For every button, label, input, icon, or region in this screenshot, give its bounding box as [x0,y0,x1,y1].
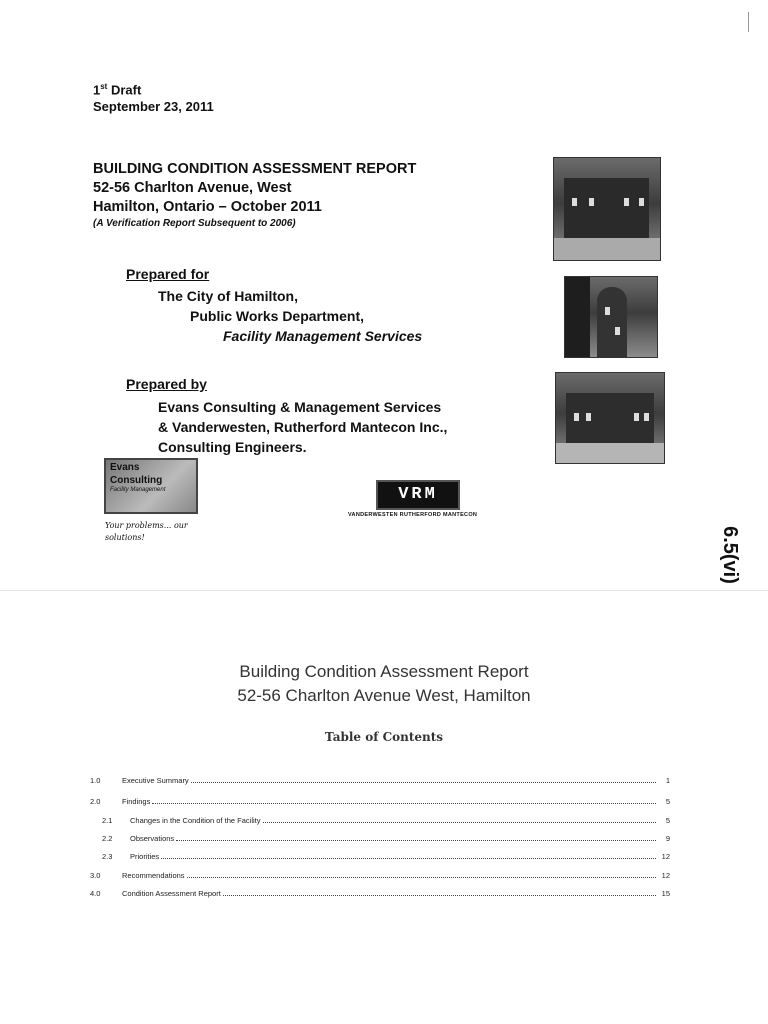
evans-tagline: Your problems... our solutions! [105,521,188,542]
report-subtitle: (A Verification Report Subsequent to 2006) [93,218,296,229]
toc-entry[interactable] [90,828,670,843]
toc-entry[interactable] [90,791,670,806]
toc-entry[interactable] [90,770,670,785]
margin-mark [748,12,749,32]
toc-entry-number: 2.3 [102,852,113,861]
toc-leader-dots [176,840,656,841]
toc-report-title: Building Condition Assessment Report [239,662,529,681]
evans-logo-line-2: Consulting [110,475,163,486]
toc-entry-page: 12 [661,852,670,861]
report-city-date: Hamilton, Ontario – October 2011 [93,199,322,215]
building-photo-3 [555,372,665,464]
toc-leader-dots [152,803,656,804]
toc-leader-dots [187,877,656,878]
prepared-by-line-3: Consulting Engineers. [158,439,307,455]
report-title: BUILDING CONDITION ASSESSMENT REPORT [93,161,417,177]
toc-leader-dots [223,895,656,896]
evans-consulting-logo [104,458,198,514]
toc-entry[interactable] [90,865,670,880]
toc-heading: Table of Contents [324,730,444,744]
toc-entry[interactable] [90,883,670,898]
prepared-by-line-1: Evans Consulting & Management Services [158,399,442,415]
toc-entry[interactable] [90,846,670,861]
toc-entry[interactable] [90,810,670,825]
toc-entry-label: Priorities [130,852,160,861]
toc-entry-number: 3.0 [90,871,101,880]
toc-entry-page: 15 [661,889,670,898]
report-address: 52-56 Charlton Avenue, West [93,180,292,196]
prepared-for-heading: Prepared for [126,266,210,282]
report-title-block [93,160,416,231]
prepared-by-heading: Prepared by [126,376,207,392]
prepared-for-line-2: Public Works Department, [190,308,365,324]
toc-entry-page: 5 [665,816,670,825]
toc-entry-label: Condition Assessment Report [122,889,221,898]
toc-entry-page: 5 [665,797,670,806]
toc-entry-page: 12 [661,871,670,880]
toc-entry-number: 2.1 [102,816,113,825]
prepared-by-line-2: & Vanderwesten, Rutherford Mantecon Inc., [158,419,448,435]
prepared-for-line-3: Facility Management Services [223,328,423,344]
vrm-subtitle: VANDERWESTEN RUTHERFORD MANTECON [348,512,478,518]
evans-logo-line-1: Evans [110,462,140,473]
page-side-label: 6.5(vi) [719,526,741,584]
toc-entry-page: 1 [665,776,670,785]
toc-entry-number: 1.0 [90,776,101,785]
draft-label: 1st Draft [93,82,142,98]
toc-entry-label: Changes in the Condition of the Facility [130,816,261,825]
building-photo-2 [564,276,658,358]
building-photo-1 [553,157,661,261]
toc-leader-dots [161,858,656,859]
toc-entry-number: 2.2 [102,834,113,843]
toc-leader-dots [263,822,657,823]
toc-entry-number: 4.0 [90,889,101,898]
toc-entry-label: Observations [130,834,175,843]
draft-block [93,78,214,115]
draft-date: September 23, 2011 [93,99,214,115]
vrm-logo: VRM [376,480,460,510]
toc-entry-label: Findings [122,797,151,806]
evans-logo-line-3: Facility Management [110,487,166,493]
toc-leader-dots [191,782,656,783]
prepared-for-line-1: The City of Hamilton, [158,288,298,304]
toc-entry-label: Executive Summary [122,776,189,785]
toc-entry-label: Recommendations [122,871,185,880]
toc-entry-page: 9 [665,834,670,843]
toc-entry-number: 2.0 [90,797,101,806]
page-divider [0,590,768,591]
toc-report-address: 52-56 Charlton Avenue West, Hamilton [237,686,531,705]
